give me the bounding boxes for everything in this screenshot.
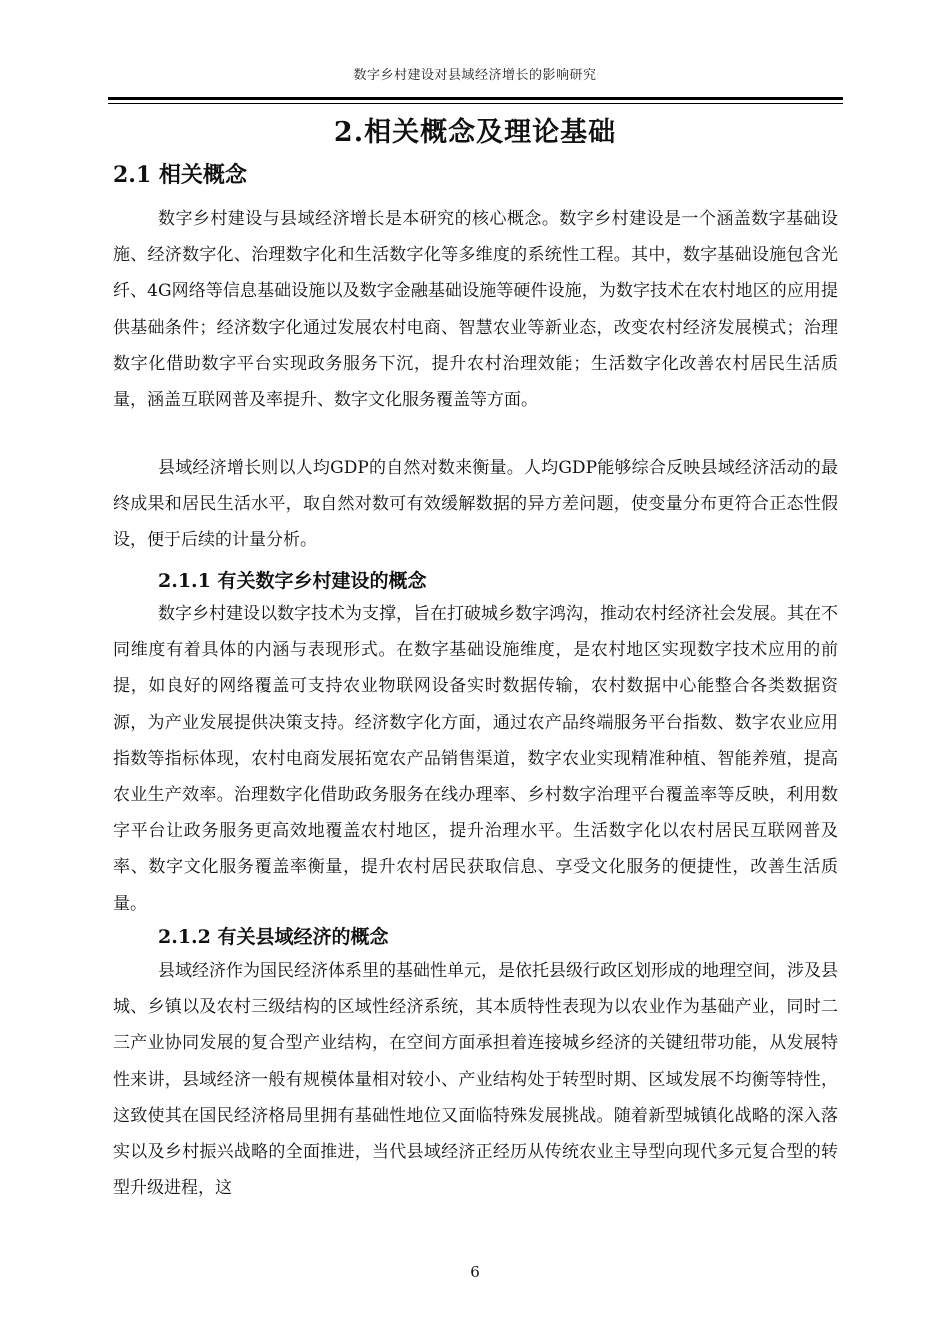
page-number: 6 [470,1263,480,1281]
chapter-title: 2.相关概念及理论基础 [333,117,617,148]
header-rule-thin [108,103,843,104]
section-heading-2-1-1: 2.1.1 有关数字乡村建设的概念 [158,570,427,592]
paragraph-digital-village: 数字乡村建设以数字技术为支撑，旨在打破城乡数字鸿沟，推动农村经济社会发展。其在不同维度有着具体的内涵与表现形式。在数字基础设施维度，是农村地区实现数字技术应用的前提，如良好的网络覆盖可支持农业物联网设备实时数据传输，农村数据中心能整合各类数据资源，为产业发展提供决策支持。经济数字化方面，通过农产品终端服务平台指数、数字农业应用指数等指标体现，农村电商发展拓宽农产品销售渠道，数字农业实现精准种植、智能养殖，提高农业生产效率。治理数字化借助政务服务在线办理率、乡村数字治理平台覆盖率等反映，利用数字平台让政务服务更高效地覆盖农村地区，提升治理水平。生活数字化以农村居民互联网普及率、数字文化服务覆盖率衡量，提升农村居民获取信息、享受文化服务的便捷性，改善生活质量。 [113,604,838,914]
paragraph-county-economy: 县域经济作为国民经济体系里的基础性单元，是依托县级行政区划形成的地理空间，涉及县城、乡镇以及农村三级结构的区域性经济系统，其本质特性表现为以农业作为基础产业，同时二三产业协同发展的复合型产业结构，在空间方面承担着连接城乡经济的关键纽带功能，从发展特性来讲，县域经济一般有规模体量相对较小、产业结构处于转型时期、区域发展不均衡等特性，这致使其在国民经济格局里拥有基础性地位又面临特殊发展挑战。随着新型城镇化战略的深入落实以及乡村振兴战略的全面推进，当代县域经济正经历从传统农业主导型向现代多元复合型的转型升级进程，这 [113,961,838,1199]
section-heading-2-1: 2.1 相关概念 [113,162,247,188]
paragraph-core-concepts: 数字乡村建设与县域经济增长是本研究的核心概念。数字乡村建设是一个涵盖数字基础设施、经济数字化、治理数字化和生活数字化等多维度的系统性工程。其中，数字基础设施包含光纤、4G网络等信息基础设施以及数字金融基础设施等硬件设施，为数字技术在农村地区的应用提供基础条件；经济数字化通过发展农村电商、智慧农业等新业态，改变农村经济发展模式；治理数字化借助数字平台实现政务服务下沉，提升农村治理效能；生活数字化改善农村居民生活质量，涵盖互联网普及率提升、数字文化服务覆盖等方面。 [113,209,838,411]
running-header: 数字乡村建设对县域经济增长的影响研究 [353,68,597,83]
paragraph-county-growth: 县域经济增长则以人均GDP的自然对数来衡量。人均GDP能够综合反映县域经济活动的最终成果和居民生活水平，取自然对数可有效缓解数据的异方差问题，使变量分布更符合正态性假设，便于后续的计量分析。 [113,458,838,551]
section-heading-2-1-2: 2.1.2 有关县域经济的概念 [158,926,389,948]
header-rule-thick [108,97,843,100]
